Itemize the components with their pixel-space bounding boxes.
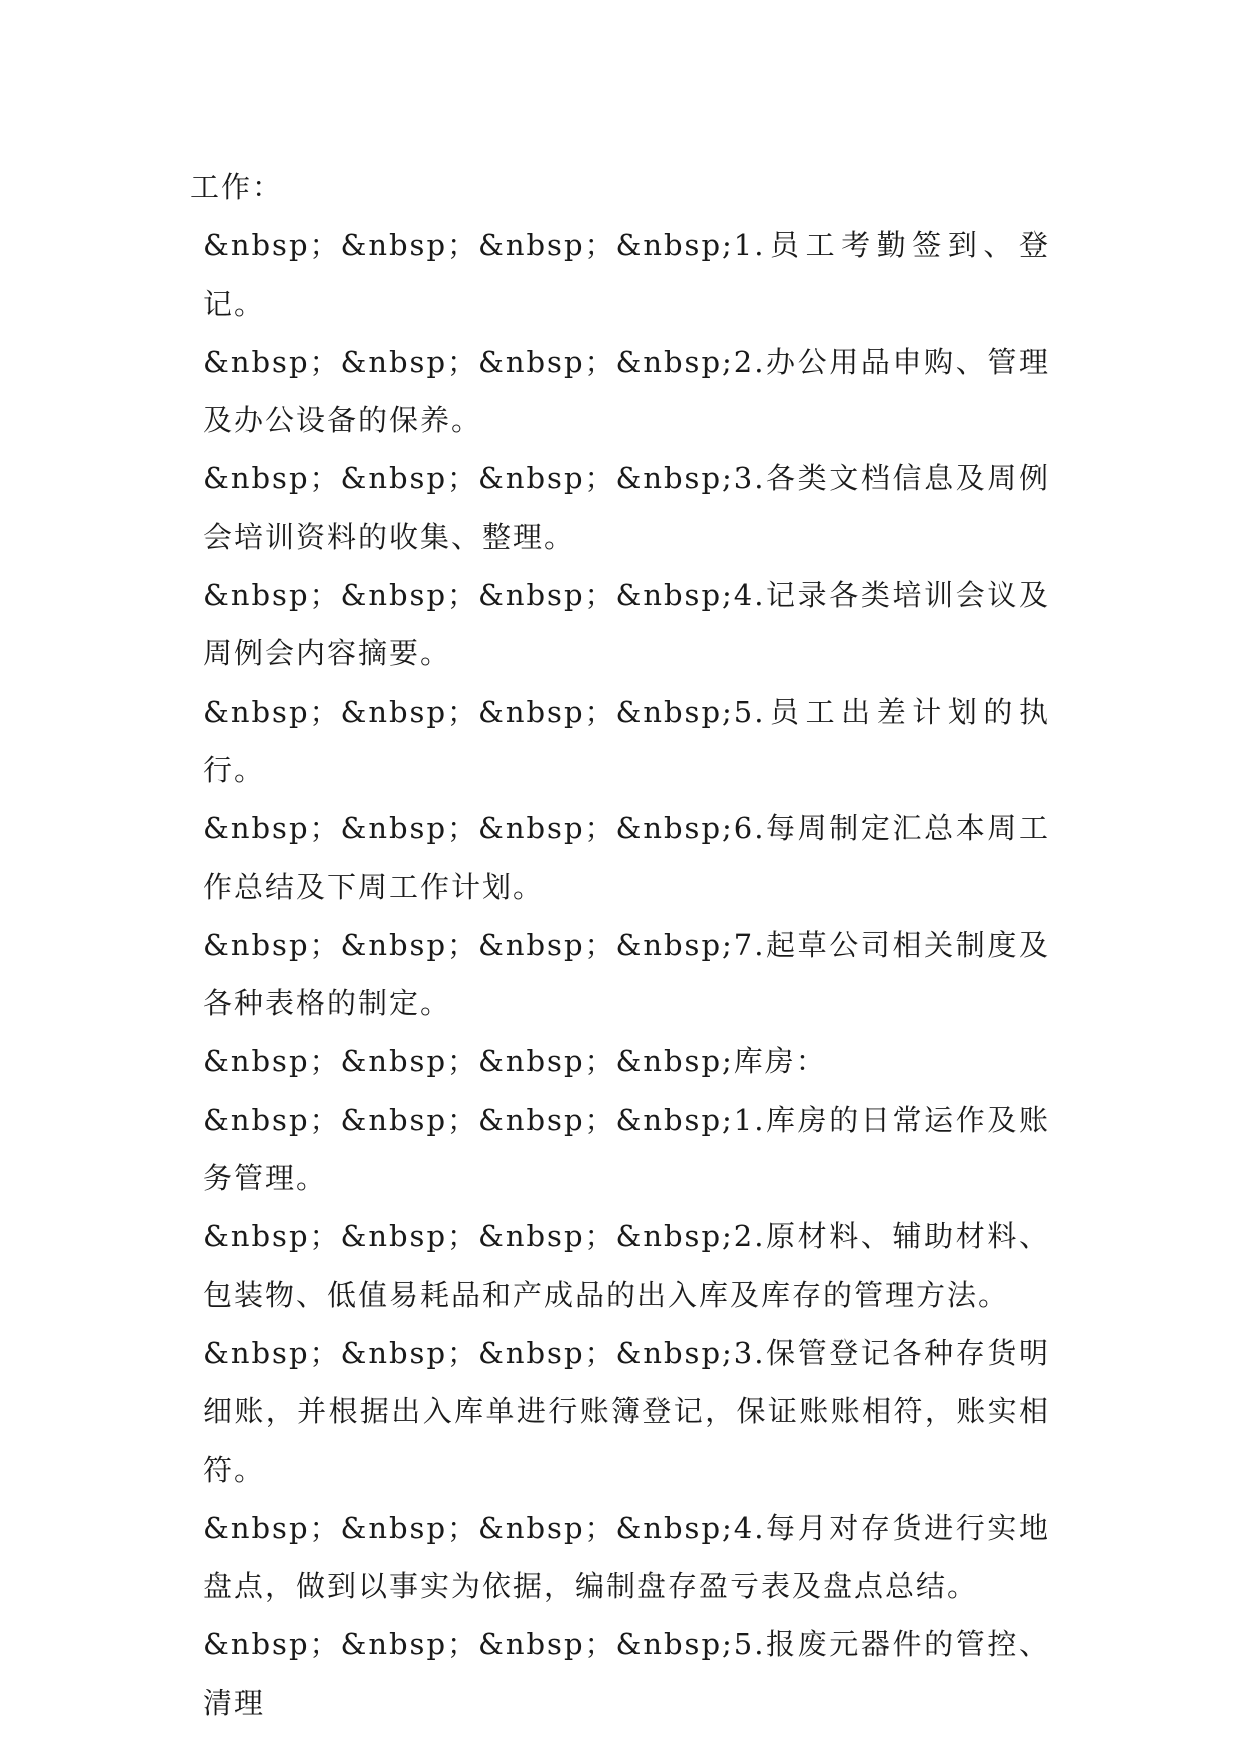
paragraph-warehouse-item-4: &nbsp；&nbsp；&nbsp；&nbsp;4.每月对存货进行实地盘点，做到以事实为依据，编制盘存盈亏表及盘点总结。 — [203, 1510, 1050, 1604]
paragraph-warehouse-item-5: &nbsp；&nbsp；&nbsp；&nbsp;5.报废元器件的管控、清理 — [203, 1627, 1050, 1720]
paragraph-warehouse-heading: &nbsp；&nbsp；&nbsp；&nbsp;库房： — [203, 1044, 827, 1079]
paragraph-warehouse-item-1: &nbsp；&nbsp；&nbsp；&nbsp;1.库房的日常运作及账务管理。 — [203, 1102, 1050, 1196]
paragraph-work-item-1: &nbsp；&nbsp；&nbsp；&nbsp;1.员工考勤签到、登记。 — [203, 228, 1050, 321]
paragraph-work-item-4: &nbsp；&nbsp；&nbsp；&nbsp;4.记录各类培训会议及周例会内容摘要。 — [203, 578, 1050, 671]
document-body — [190, 158, 1050, 1732]
paragraph-warehouse-item-3: &nbsp；&nbsp；&nbsp；&nbsp;3.保管登记各种存货明细账，并根据出入库单进行账簿登记，保证账账相符，账实相符。 — [203, 1335, 1050, 1487]
paragraph-warehouse-item-2: &nbsp；&nbsp；&nbsp；&nbsp;2.原材料、辅助材料、包装物、低值易耗品和产成品的出入库及库存的管理方法。 — [203, 1219, 1050, 1312]
paragraph-work-item-2: &nbsp；&nbsp；&nbsp；&nbsp;2.办公用品申购、管理及办公设备的保养。 — [203, 344, 1050, 438]
paragraph-work-heading: 工作： — [190, 170, 284, 204]
paragraph-work-item-3: &nbsp；&nbsp；&nbsp；&nbsp;3.各类文档信息及周例会培训资料的收集、整理。 — [203, 461, 1050, 554]
paragraph-work-item-7: &nbsp；&nbsp；&nbsp；&nbsp;7.起草公司相关制度及各种表格的制定。 — [203, 927, 1050, 1021]
paragraph-work-item-6: &nbsp；&nbsp；&nbsp；&nbsp;6.每周制定汇总本周工作总结及下周工作计划。 — [203, 811, 1050, 904]
paragraph-work-item-5: &nbsp；&nbsp；&nbsp；&nbsp;5.员工出差计划的执行。 — [203, 694, 1050, 787]
